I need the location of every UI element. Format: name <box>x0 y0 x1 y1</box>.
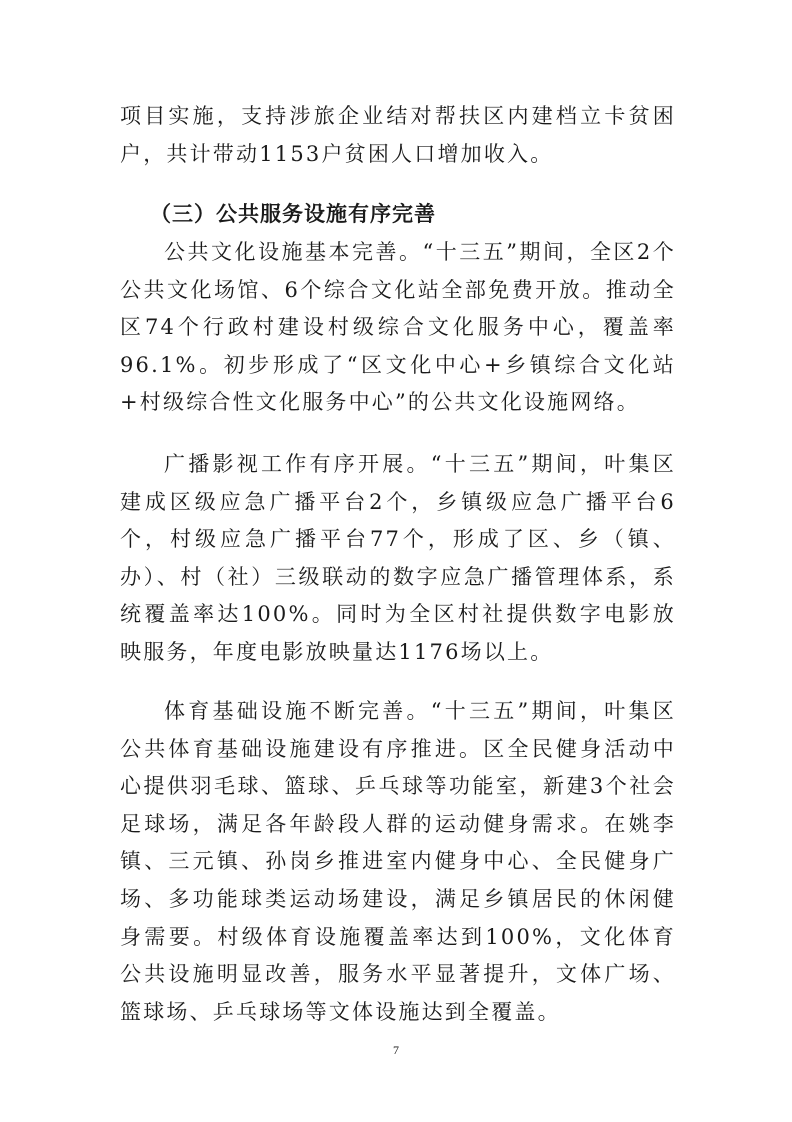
paragraph-public-culture: 公共文化设施基本完善。“十三五”期间，全区2个公共文化场馆、6个综合文化站全部免费开放。推动全区74个行政村建设村级综合文化服务中心，覆盖率96.1%。初步形成了“区文化中心+乡镇综合文化站+村级综合性文化服务中心”的公共文化设施网络。 <box>120 240 676 415</box>
paragraph-broadcast: 广播影视工作有序开展。“十三五”期间，叶集区建成区级应急广播平台2个，乡镇级应急广播平台6个，村级应急广播平台77个，形成了区、乡（镇、办）、村（社）三级联动的数字应急广播管理体系，系统覆盖率达100%。同时为全区村社提供数字电影放映服务，年度电影放映量达1176场以上。 <box>120 452 676 664</box>
section-heading: （三）公共服务设施有序完善 <box>150 202 436 226</box>
paragraph-continuation: 项目实施，支持涉旅企业结对帮扶区内建档立卡贫困户，共计带动1153户贫困人口增加收入。 <box>120 104 676 166</box>
page-number: 7 <box>393 1043 399 1057</box>
paragraph-sports-facilities: 体育基础设施不断完善。“十三五”期间，叶集区公共体育基础设施建设有序推进。区全民健身活动中心提供羽毛球、篮球、乒乓球等功能室，新建3个社会足球场，满足各年龄段人群的运动健身需求。在姚李镇、三元镇、孙岗乡推进室内健身中心、全民健身广场、多功能球类运动场建设，满足乡镇居民的休闲健身需要。村级体育设施覆盖率达到100%，文化体育公共设施明显改善，服务水平显著提升，文体广场、篮球场、乒乓球场等文体设施达到全覆盖。 <box>120 699 676 1024</box>
